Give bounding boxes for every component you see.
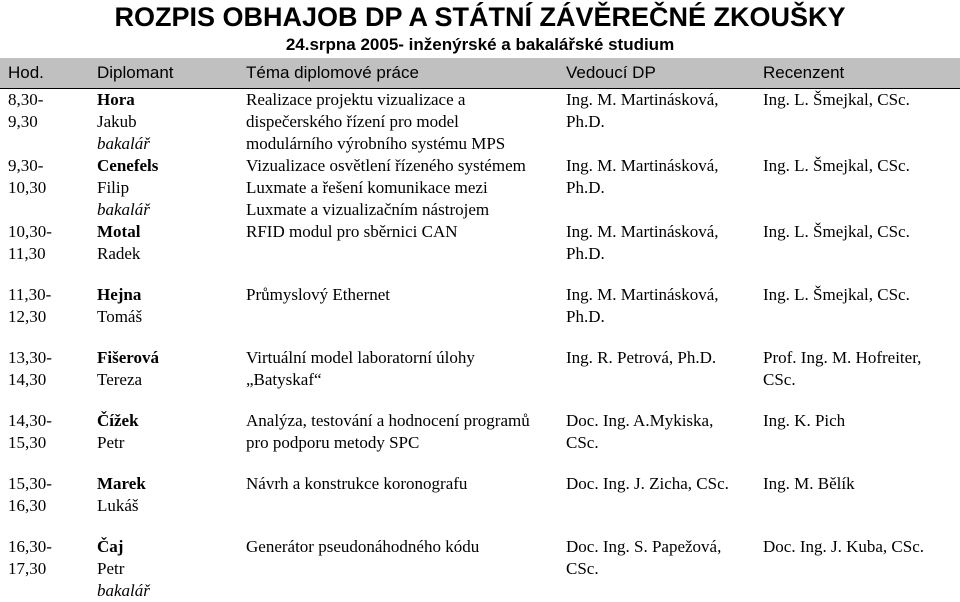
student-cell xyxy=(97,473,146,517)
time-cell: 8,30- 9,30 xyxy=(8,90,44,131)
header-recenzent: Recenzent xyxy=(763,63,845,82)
supervisor-cell: Ing. M. Martinásková, Ph.D. xyxy=(566,222,719,263)
student-surname: Marek xyxy=(97,474,146,493)
time-cell: 16,30- 17,30 xyxy=(8,537,52,578)
student-level: bakalář xyxy=(97,200,150,219)
reviewer-cell: Ing. L. Šmejkal, CSc. xyxy=(763,156,910,175)
table-row xyxy=(0,89,960,155)
reviewer-cell: Prof. Ing. M. Hofreiter, CSc. xyxy=(763,348,922,389)
topic-cell: Realizace projektu vizualizace a dispečerského řízení pro model modulárního výrobního systému MPS xyxy=(246,90,506,153)
page-title: ROZPIS OBHAJOB DP A STÁTNÍ ZÁVĚREČNÉ ZKOUŠKY xyxy=(114,2,846,32)
supervisor-cell: Ing. M. Martinásková, Ph.D. xyxy=(566,156,719,197)
supervisor-cell: Doc. Ing. A.Mykiska, CSc. xyxy=(566,411,714,452)
student-surname: Motal xyxy=(97,222,141,241)
supervisor-cell: Ing. R. Petrová, Ph.D. xyxy=(566,348,717,367)
student-firstname: Tomáš xyxy=(97,307,143,326)
time-cell: 9,30- 10,30 xyxy=(8,156,47,197)
student-cell xyxy=(97,410,139,454)
supervisor-cell: Ing. M. Martinásková, Ph.D. xyxy=(566,90,719,131)
table-row xyxy=(0,155,960,221)
topic-cell: Analýza, testování a hodnocení programů pro podporu metody SPC xyxy=(246,411,530,452)
student-cell xyxy=(97,155,158,221)
supervisor-cell: Ing. M. Martinásková, Ph.D. xyxy=(566,285,719,326)
table-row xyxy=(0,410,960,473)
header-hod: Hod. xyxy=(8,63,44,82)
table-row xyxy=(0,473,960,536)
table-header xyxy=(0,58,960,89)
student-firstname: Petr xyxy=(97,433,125,452)
reviewer-cell: Ing. M. Bělík xyxy=(763,474,855,493)
student-firstname: Lukáš xyxy=(97,496,139,515)
table-row xyxy=(0,347,960,410)
header-vedouci: Vedoucí DP xyxy=(566,63,656,82)
topic-cell: RFID modul pro sběrnici CAN xyxy=(246,222,458,241)
student-cell xyxy=(97,221,140,265)
student-cell xyxy=(97,89,150,155)
page-subtitle: 24.srpna 2005- inženýrské a bakalářské studium xyxy=(285,35,675,54)
student-cell xyxy=(97,347,159,391)
topic-cell: Generátor pseudonáhodného kódu xyxy=(246,537,480,556)
student-surname: Čaj xyxy=(97,537,124,556)
student-cell xyxy=(97,284,142,328)
topic-cell: Virtuální model laboratorní úlohy „Batyskaf“ xyxy=(246,348,475,389)
reviewer-cell: Ing. L. Šmejkal, CSc. xyxy=(763,90,910,109)
time-cell: 14,30- 15,30 xyxy=(8,411,52,452)
topic-cell: Návrh a konstrukce koronografu xyxy=(246,474,468,493)
student-surname: Hejna xyxy=(97,285,142,304)
student-cell xyxy=(97,536,150,602)
student-firstname: Tereza xyxy=(97,370,143,389)
reviewer-cell: Ing. L. Šmejkal, CSc. xyxy=(763,222,910,241)
time-cell: 11,30- 12,30 xyxy=(8,285,52,326)
reviewer-cell: Ing. L. Šmejkal, CSc. xyxy=(763,285,910,304)
topic-cell: Průmyslový Ethernet xyxy=(246,285,391,304)
header-diplomant: Diplomant xyxy=(97,63,174,82)
time-cell: 13,30- 14,30 xyxy=(8,348,52,389)
table-row xyxy=(0,284,960,347)
time-cell: 10,30- 11,30 xyxy=(8,222,52,263)
student-surname: Čížek xyxy=(97,411,139,430)
supervisor-cell: Doc. Ing. J. Zicha, CSc. xyxy=(566,474,729,493)
reviewer-cell: Doc. Ing. J. Kuba, CSc. xyxy=(763,537,925,556)
reviewer-cell: Ing. K. Pich xyxy=(763,411,846,430)
time-cell: 15,30- 16,30 xyxy=(8,474,52,515)
student-firstname: Petr xyxy=(97,559,125,578)
schedule-table xyxy=(0,89,960,602)
student-surname: Fišerová xyxy=(97,348,160,367)
student-surname: Hora xyxy=(97,90,135,109)
supervisor-cell: Doc. Ing. S. Papežová, CSc. xyxy=(566,537,722,578)
topic-cell: Vizualizace osvětlení řízeného systémem Luxmate a řešení komunikace mezi Luxmate a vizualizačním nástrojem xyxy=(246,156,526,219)
table-row xyxy=(0,221,960,284)
table-row xyxy=(0,536,960,602)
student-firstname: Radek xyxy=(97,244,141,263)
student-level: bakalář xyxy=(97,134,150,153)
student-level: bakalář xyxy=(97,581,150,600)
header-tema: Téma diplomové práce xyxy=(246,63,419,82)
student-surname: Cenefels xyxy=(97,156,159,175)
student-firstname: Jakub xyxy=(97,112,137,131)
student-firstname: Filip xyxy=(97,178,130,197)
